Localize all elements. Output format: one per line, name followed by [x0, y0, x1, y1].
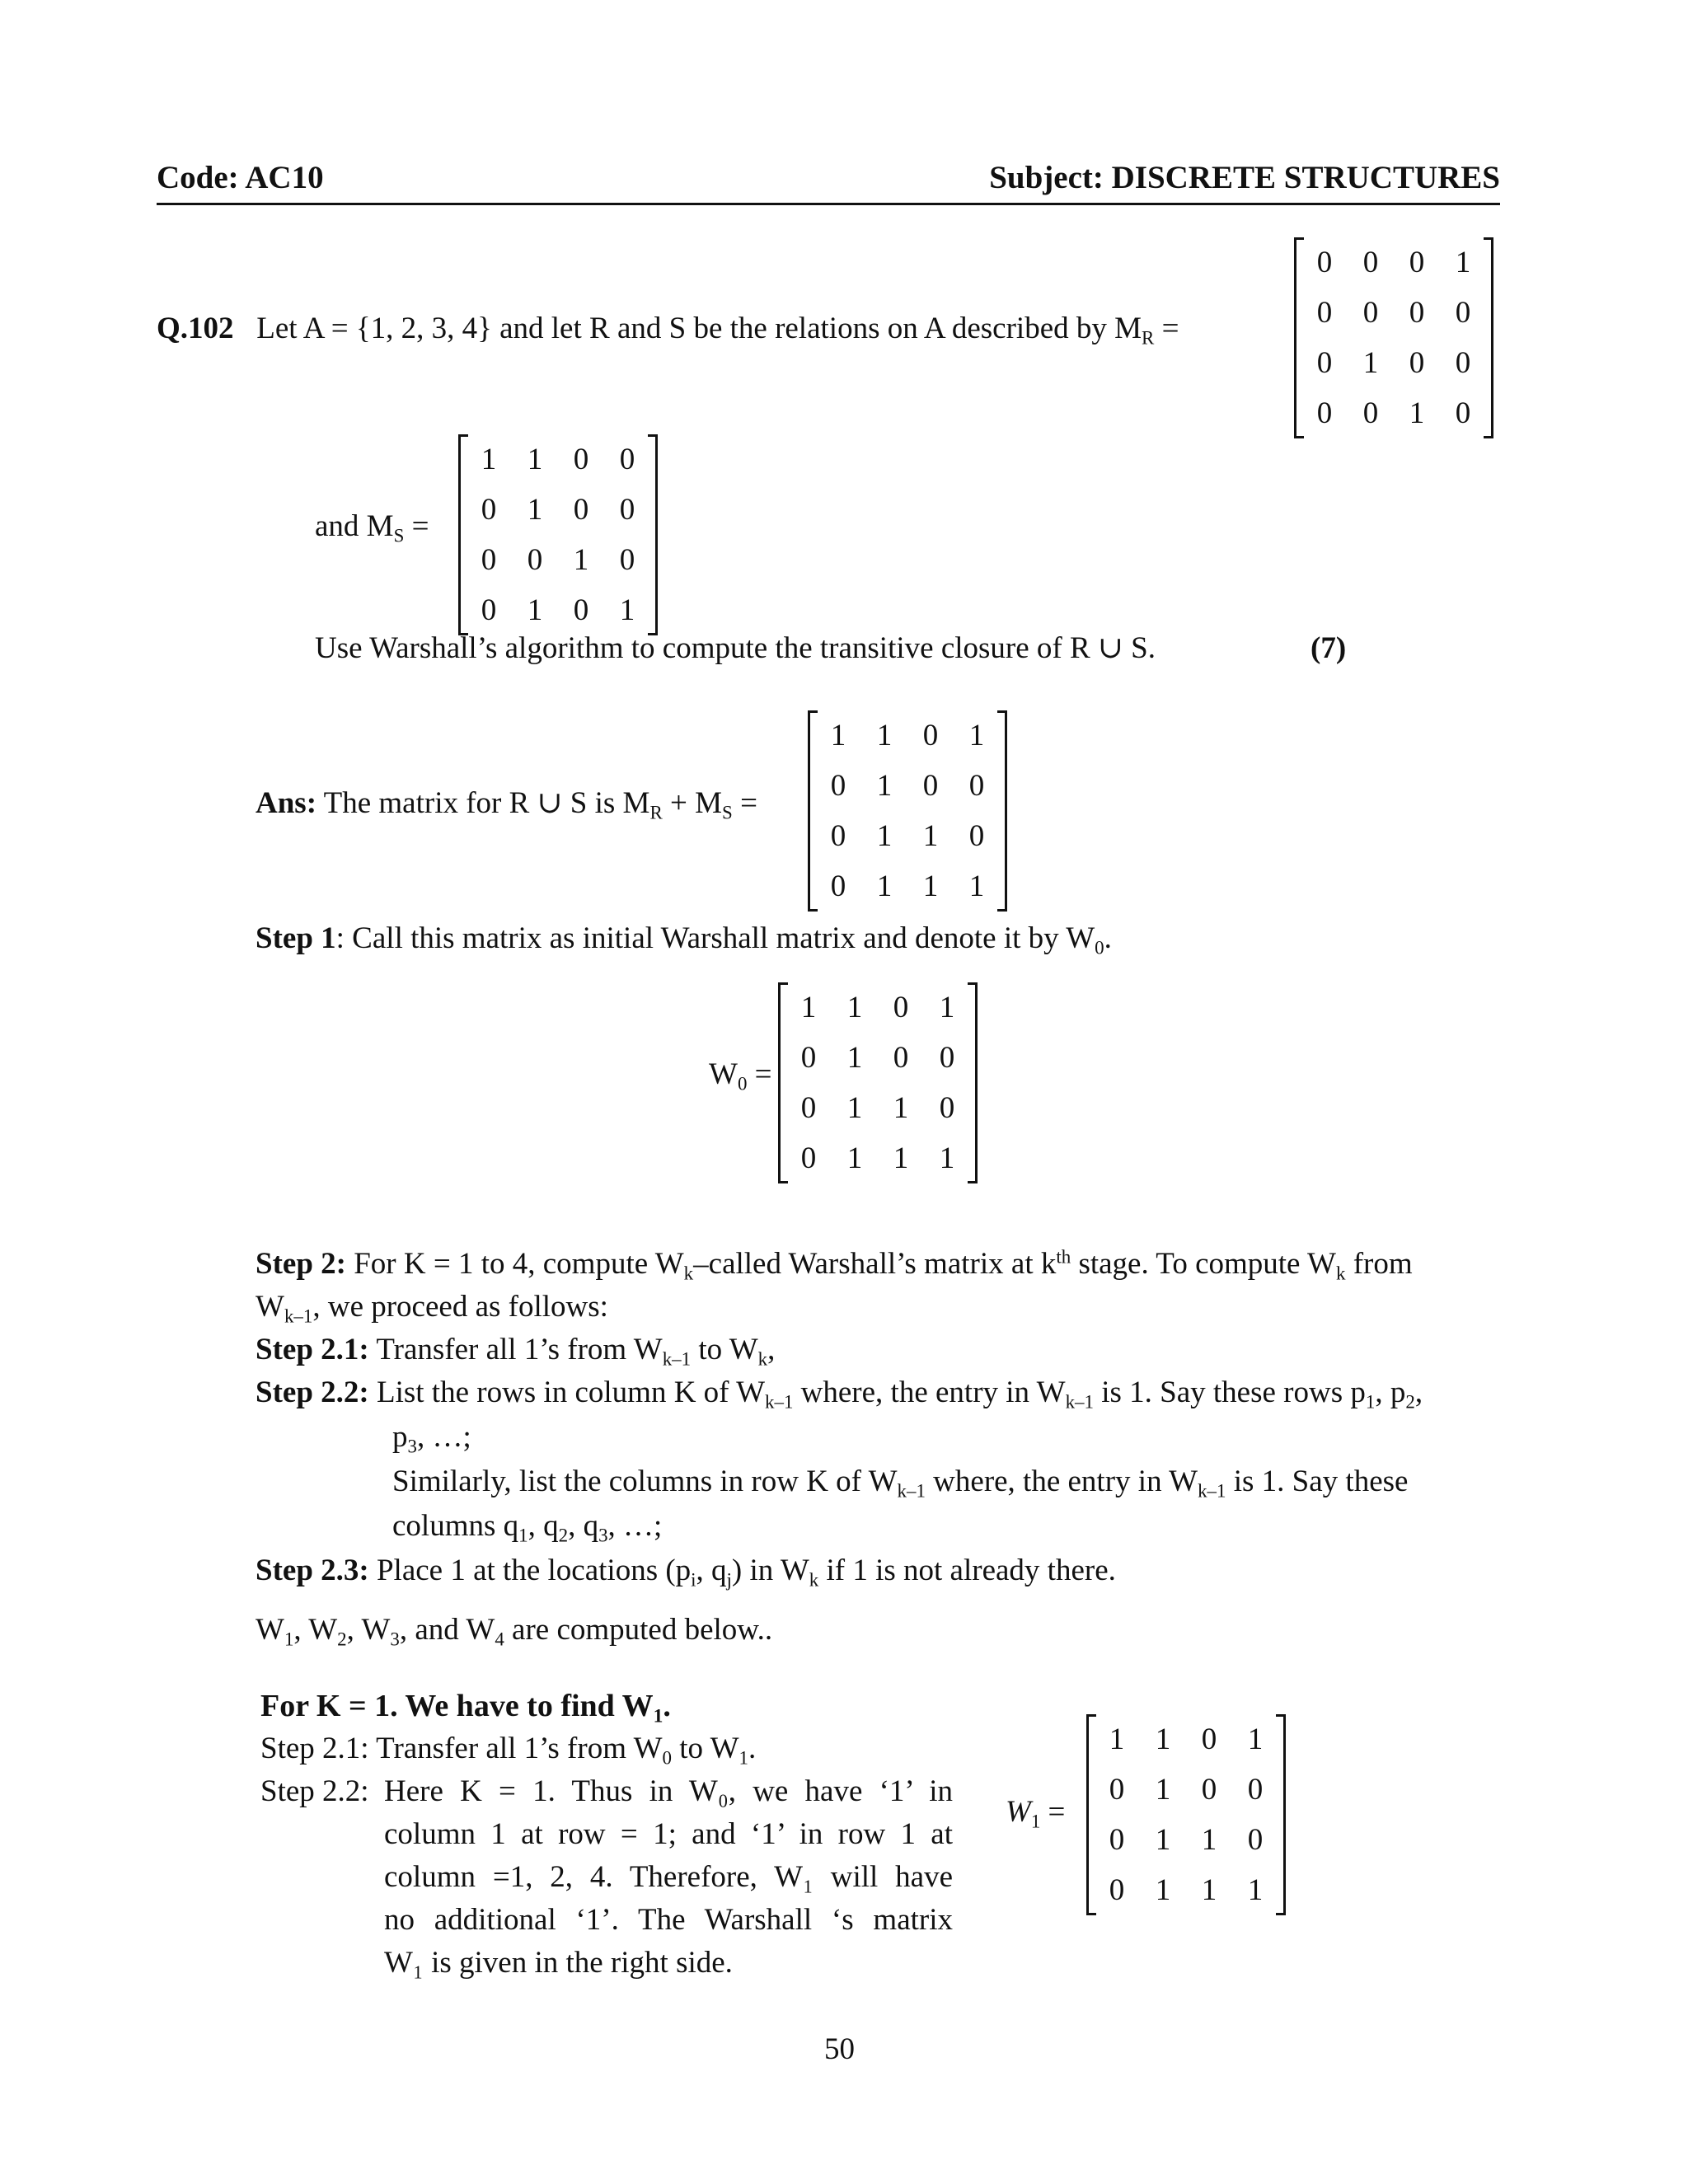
matrix-cell: 0	[481, 543, 497, 577]
step22-cont: $p_3$, …;	[392, 1420, 471, 1457]
w0-label: $W_0$ =	[709, 1057, 772, 1094]
matrix-cell: 0	[830, 869, 846, 903]
matrix-cell: 1	[846, 1141, 863, 1175]
matrix-union	[808, 710, 1007, 912]
matrix-cell: 0	[1316, 396, 1333, 430]
matrix-cell: 1	[893, 1091, 909, 1125]
matrix-cell: 1	[1155, 1823, 1171, 1857]
question-line: Q.102 Let A = {1, 2, 3, 4} and let R and S be the relations on A described by $M_R$ =	[157, 312, 1179, 349]
step22: Step 2.2: List the rows in column K of $W_{k-1}$ where, the entry in $W_{k-1}$ is 1. Say these rows $p_1$, $p_2$,	[256, 1376, 1423, 1413]
matrix-cell: 0	[481, 593, 497, 627]
step22-similarly: Similarly, list the columns in row K of $W_{k-1}$ where, the entry in $W_{k-1}$ is 1. Say these	[392, 1465, 1409, 1502]
header-rule	[157, 203, 1500, 205]
matrix-cell: 1	[527, 593, 543, 627]
matrix-cell: 0	[1201, 1722, 1217, 1756]
k1-line-1: Here K = 1. Thus in W₀, we have ‘1’ in	[384, 1774, 953, 1808]
k1-line-3: column =1, 2, 4. Therefore, W₁ will have	[384, 1860, 953, 1894]
matrix-cell: 1	[846, 1091, 863, 1125]
matrix-cell: 0	[1409, 346, 1425, 380]
marks: (7)	[1311, 631, 1347, 665]
k1-step21: Step 2.1: Transfer all 1’s from $W_0$ to $W_1$.	[260, 1732, 757, 1769]
matrix-cell: 1	[527, 493, 543, 527]
matrix-cell: 1	[1155, 1773, 1171, 1807]
matrix-cell: 1	[876, 719, 893, 752]
matrix-cell: 1	[1155, 1873, 1171, 1907]
matrix-cell: 1	[846, 1041, 863, 1075]
matrix-cell: 0	[1455, 396, 1471, 430]
k1-step22-body	[384, 1770, 953, 1985]
matrix-cell: 1	[893, 1141, 909, 1175]
matrix-cell: 0	[619, 543, 635, 577]
matrix-cell: 1	[1109, 1722, 1125, 1756]
matrix-cell: 0	[619, 493, 635, 527]
matrix-mr	[1294, 237, 1493, 438]
matrix-cell: 0	[893, 991, 909, 1024]
matrix-cell: 0	[800, 1041, 817, 1075]
answer-line: Ans: The matrix for R ∪ S is $M_R + M_S$ =	[256, 786, 757, 823]
page-number: 50	[824, 2032, 855, 2066]
matrix-cell: 0	[573, 493, 589, 527]
matrix-cell: 0	[893, 1041, 909, 1075]
matrix-cell: 0	[939, 1091, 955, 1125]
matrix-cell: 0	[1316, 246, 1333, 279]
matrix-cell: 1	[846, 991, 863, 1024]
matrix-cell: 1	[968, 869, 985, 903]
matrix-cell: 0	[1455, 346, 1471, 380]
question-text: Let A = {1, 2, 3, 4} and let R and S be the relations on A described by M	[256, 312, 1142, 345]
k1-line-5: W₁ is given in the right side.	[384, 1946, 733, 1980]
matrix-cell: 0	[800, 1141, 817, 1175]
step22-columns: columns $q_1$, $q_2$, $q_3$, …;	[392, 1509, 663, 1546]
header-subject: Subject: DISCRETE STRUCTURES	[989, 160, 1500, 195]
matrix-cell: 0	[1247, 1773, 1264, 1807]
matrix-cell: 0	[573, 593, 589, 627]
matrix-cell: 0	[800, 1091, 817, 1125]
ms-label: and $M_S$ =	[315, 509, 429, 546]
k1-line-2: column 1 at row = 1; and ‘1’ in row 1 at	[384, 1817, 953, 1851]
step2: Step 2: For K = 1 to 4, compute $W_k$–called Warshall’s matrix at $k^{th}$ stage. To compute $W_k$ from	[256, 1246, 1413, 1284]
instruction: Use Warshall’s algorithm to compute the transitive closure of R ∪ S.	[315, 631, 1156, 665]
matrix-cell: 1	[1201, 1873, 1217, 1907]
matrix-cell: 0	[1409, 246, 1425, 279]
matrix-cell: 0	[1362, 246, 1379, 279]
matrix-cell: 1	[1201, 1823, 1217, 1857]
matrix-cell: 1	[922, 819, 939, 853]
matrix-cell: 0	[1316, 346, 1333, 380]
matrix-w0	[778, 982, 978, 1183]
matrix-cell: 1	[1247, 1722, 1264, 1756]
matrix-cell: 1	[1362, 346, 1379, 380]
matrix-cell: 0	[1201, 1773, 1217, 1807]
matrix-cell: 1	[922, 869, 939, 903]
computed-below: $W_1$, $W_2$, $W_3$, and $W_4$ are computed below..	[256, 1613, 773, 1650]
matrix-cell: 1	[1155, 1722, 1171, 1756]
matrix-cell: 0	[1455, 296, 1471, 330]
matrix-cell: 1	[939, 991, 955, 1024]
matrix-cell: 0	[619, 443, 635, 476]
matrix-cell: 1	[876, 869, 893, 903]
matrix-cell: 0	[1247, 1823, 1264, 1857]
matrix-cell: 0	[1362, 396, 1379, 430]
matrix-cell: 1	[481, 443, 497, 476]
step21: Step 2.1: Transfer all 1’s from $W_{k-1}$ to $W_k$,	[256, 1333, 776, 1370]
matrix-w1	[1086, 1714, 1286, 1915]
matrix-cell: 0	[1409, 296, 1425, 330]
k1-heading: For K = 1. We have to find $W_1$.	[260, 1689, 671, 1727]
matrix-cell: 0	[922, 719, 939, 752]
matrix-cell: 0	[830, 769, 846, 803]
matrix-cell: 1	[876, 769, 893, 803]
matrix-cell: 0	[922, 769, 939, 803]
matrix-cell: 0	[481, 493, 497, 527]
matrix-cell: 0	[830, 819, 846, 853]
w1-label: $W_1$ =	[1006, 1795, 1066, 1832]
matrix-cell: 1	[876, 819, 893, 853]
matrix-cell: 1	[1409, 396, 1425, 430]
matrix-cell: 0	[1316, 296, 1333, 330]
k1-step22-label: Step 2.2:	[260, 1774, 369, 1808]
step23: Step 2.3: Place 1 at the locations ($p_i$, $q_j$) in $W_k$ if 1 is not already there.	[256, 1554, 1116, 1591]
step2-line2: $W_{k-1}$, we proceed as follows:	[256, 1290, 608, 1327]
question-sub-r: R	[1142, 327, 1155, 349]
k1-line-4: no additional ‘1’. The Warshall ‘s matrix	[384, 1903, 953, 1937]
matrix-cell: 0	[1362, 296, 1379, 330]
matrix-cell: 1	[968, 719, 985, 752]
matrix-ms	[458, 434, 658, 635]
matrix-cell: 1	[573, 543, 589, 577]
matrix-cell: 1	[830, 719, 846, 752]
matrix-cell: 0	[1109, 1823, 1125, 1857]
matrix-cell: 1	[527, 443, 543, 476]
matrix-cell: 0	[573, 443, 589, 476]
matrix-cell: 1	[1455, 246, 1471, 279]
matrix-cell: 1	[800, 991, 817, 1024]
matrix-cell: 0	[939, 1041, 955, 1075]
matrix-cell: 1	[1247, 1873, 1264, 1907]
step1: Step 1: Call this matrix as initial Warshall matrix and denote it by $W_0$.	[256, 921, 1112, 958]
matrix-cell: 0	[527, 543, 543, 577]
matrix-cell: 1	[939, 1141, 955, 1175]
question-number: Q.102	[157, 312, 234, 345]
matrix-cell: 0	[1109, 1873, 1125, 1907]
matrix-cell: 0	[968, 769, 985, 803]
header-code: Code: AC10	[157, 160, 324, 195]
matrix-cell: 1	[619, 593, 635, 627]
matrix-cell: 0	[968, 819, 985, 853]
matrix-cell: 0	[1109, 1773, 1125, 1807]
